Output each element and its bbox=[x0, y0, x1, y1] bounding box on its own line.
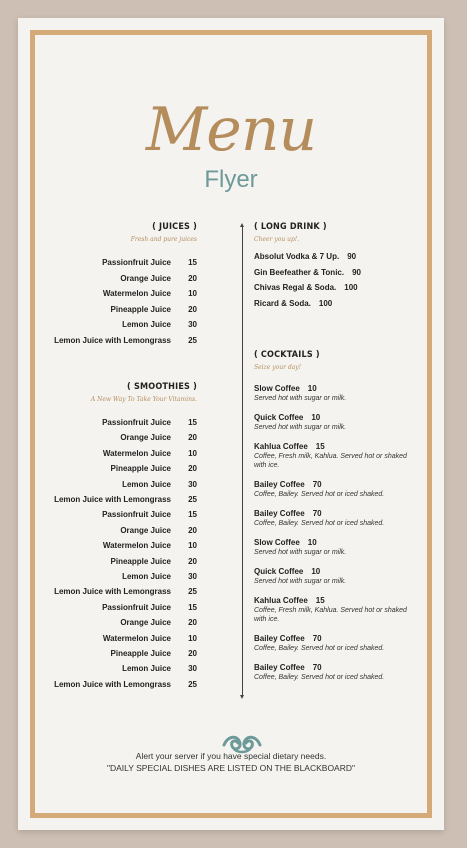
item-name: Watermelon Juice bbox=[102, 541, 171, 551]
item-name: Pineapple Juice bbox=[110, 556, 171, 566]
divider-arrow-up-icon bbox=[240, 223, 244, 227]
item-price: 10 bbox=[311, 413, 321, 422]
item-price: 20 bbox=[188, 464, 197, 474]
list-item bbox=[120, 526, 197, 535]
juices-title: ( JUICES ) bbox=[152, 222, 197, 232]
list-item bbox=[254, 567, 320, 576]
juices-subtitle: Fresh and pure juices bbox=[130, 236, 197, 243]
item-name: Passionfruit Juice bbox=[102, 510, 171, 520]
cocktails-subtitle: Seize your day! bbox=[254, 364, 302, 371]
item-price: 90 bbox=[347, 252, 357, 261]
smoothies-header bbox=[91, 382, 197, 403]
list-item bbox=[54, 680, 197, 689]
item-name: Orange Juice bbox=[120, 273, 171, 283]
item-price: 30 bbox=[188, 320, 197, 329]
list-item bbox=[254, 634, 322, 643]
item-description: Coffee, Bailey. Served hot or iced shaked. bbox=[254, 674, 385, 681]
item-price: 10 bbox=[188, 289, 197, 298]
list-item bbox=[111, 464, 197, 473]
menu-subtitle: Flyer bbox=[204, 166, 258, 193]
item-name: Lemon Juice with Lemongrass bbox=[54, 335, 171, 345]
item-price: 30 bbox=[188, 664, 197, 674]
item-name: Gin Beefeather & Tonic. bbox=[254, 267, 345, 277]
footer-blackboard-note: "DAILY SPECIAL DISHES ARE LISTED ON THE BLACKBOARD" bbox=[106, 763, 356, 773]
list-item bbox=[111, 557, 197, 566]
item-name: Lemon Juice with Lemongrass bbox=[54, 587, 171, 597]
item-price: 25 bbox=[188, 335, 197, 345]
item-price: 20 bbox=[188, 618, 197, 628]
item-name: Slow Coffee bbox=[254, 538, 300, 547]
list-item bbox=[111, 305, 197, 314]
item-price: 10 bbox=[311, 567, 321, 576]
item-price: 70 bbox=[312, 509, 322, 518]
item-name: Bailey Coffee bbox=[254, 634, 305, 643]
list-item bbox=[103, 634, 197, 643]
item-name: Absolut Vodka & 7 Up. bbox=[254, 252, 340, 261]
juices-list bbox=[0, 258, 197, 368]
item-price: 90 bbox=[352, 267, 361, 277]
item-price: 10 bbox=[188, 541, 197, 551]
item-price: 30 bbox=[188, 572, 197, 581]
smoothies-list bbox=[0, 418, 197, 708]
item-price: 70 bbox=[312, 634, 322, 643]
item-name: Slow Coffee bbox=[254, 384, 300, 393]
item-price: 100 bbox=[318, 298, 333, 308]
item-price: 100 bbox=[344, 283, 358, 292]
item-price: 70 bbox=[312, 480, 322, 489]
item-price: 30 bbox=[188, 479, 197, 489]
item-price: 10 bbox=[188, 448, 197, 458]
list-item bbox=[254, 252, 356, 261]
item-name: Bailey Coffee bbox=[254, 663, 305, 672]
list-item bbox=[122, 572, 197, 581]
item-description: Coffee, Bailey. Served hot or iced shaked. bbox=[254, 491, 385, 498]
list-item bbox=[254, 480, 322, 489]
item-price: 15 bbox=[188, 602, 197, 612]
list-item bbox=[120, 433, 197, 442]
item-name: Bailey Coffee bbox=[254, 480, 305, 489]
item-price: 15 bbox=[188, 258, 197, 267]
item-price: 20 bbox=[188, 433, 197, 443]
item-price: 70 bbox=[312, 663, 322, 672]
list-item bbox=[254, 596, 325, 605]
item-name: Quick Coffee bbox=[254, 567, 304, 576]
item-price: 15 bbox=[188, 510, 197, 520]
menu-title: Menu bbox=[145, 95, 317, 165]
item-name: Passionfruit Juice bbox=[102, 602, 171, 612]
list-item bbox=[254, 283, 358, 292]
item-name: Passionfruit Juice bbox=[102, 418, 171, 427]
smoothies-title: ( SMOOTHIES ) bbox=[127, 382, 197, 392]
list-item bbox=[102, 418, 197, 427]
item-price: 25 bbox=[188, 587, 197, 597]
list-item bbox=[122, 480, 197, 489]
column-divider bbox=[242, 226, 243, 696]
item-price: 10 bbox=[307, 538, 317, 547]
list-item bbox=[254, 663, 322, 672]
list-item bbox=[122, 320, 197, 329]
list-item bbox=[54, 336, 197, 345]
item-name: Kahlua Coffee bbox=[254, 442, 308, 451]
item-name: Lemon Juice bbox=[122, 664, 171, 674]
list-item bbox=[103, 541, 197, 550]
list-item bbox=[102, 258, 197, 267]
list-item bbox=[254, 509, 322, 518]
list-item bbox=[254, 442, 325, 451]
item-price: 10 bbox=[307, 384, 317, 393]
item-name: Orange Juice bbox=[120, 525, 171, 535]
long-drink-subtitle: Cheer you up!. bbox=[254, 236, 300, 243]
list-item bbox=[102, 510, 197, 519]
juices-header bbox=[131, 222, 197, 243]
item-name: Watermelon Juice bbox=[102, 289, 171, 298]
cocktails-header bbox=[254, 350, 320, 371]
item-price: 25 bbox=[188, 495, 197, 504]
item-price: 10 bbox=[188, 633, 197, 643]
item-description: Coffee, Bailey. Served hot or iced shaked. bbox=[254, 520, 385, 527]
item-description: Coffee, Fresh milk, Kahlua. Served hot or shaked with ice. bbox=[254, 607, 407, 623]
item-name: Lemon Juice with Lemongrass bbox=[54, 495, 171, 504]
item-name: Passionfruit Juice bbox=[102, 258, 171, 267]
list-item bbox=[254, 299, 332, 308]
item-price: 20 bbox=[188, 525, 197, 535]
long-drink-list bbox=[254, 252, 434, 322]
list-item bbox=[120, 274, 197, 283]
menu-flyer bbox=[18, 18, 444, 830]
long-drink-header bbox=[254, 222, 327, 243]
item-price: 20 bbox=[188, 304, 197, 314]
list-item bbox=[54, 587, 197, 596]
list-item bbox=[54, 495, 197, 504]
item-name: Lemon Juice bbox=[122, 479, 171, 489]
list-item bbox=[102, 603, 197, 612]
list-item bbox=[103, 449, 197, 458]
item-name: Kahlua Coffee bbox=[254, 596, 308, 605]
list-item bbox=[254, 268, 361, 277]
item-price: 20 bbox=[188, 273, 197, 283]
item-name: Bailey Coffee bbox=[254, 509, 305, 518]
footer-dietary-note: Alert your server if you have special dietary needs. bbox=[135, 751, 327, 761]
item-name: Pineapple Juice bbox=[110, 649, 171, 658]
item-price: 15 bbox=[188, 418, 197, 427]
long-drink-title: ( LONG DRINK ) bbox=[254, 222, 327, 232]
smoothies-subtitle: A New Way To Take Your Vitamins. bbox=[90, 396, 197, 403]
item-name: Lemon Juice bbox=[122, 320, 171, 329]
item-name: Watermelon Juice bbox=[102, 633, 171, 643]
item-name: Ricard & Soda. bbox=[254, 298, 311, 308]
item-price: 20 bbox=[188, 556, 197, 566]
item-name: Pineapple Juice bbox=[110, 464, 171, 474]
list-item bbox=[103, 289, 197, 298]
list-item bbox=[254, 384, 317, 393]
item-price: 15 bbox=[315, 442, 325, 451]
list-item bbox=[111, 649, 197, 658]
item-name: Quick Coffee bbox=[254, 413, 304, 422]
item-price: 25 bbox=[188, 679, 197, 689]
item-name: Lemon Juice bbox=[122, 572, 171, 581]
item-description: Served hot with sugar or milk. bbox=[254, 395, 347, 402]
item-name: Lemon Juice with Lemongrass bbox=[54, 679, 171, 689]
cocktails-list bbox=[254, 384, 434, 694]
item-price: 20 bbox=[188, 649, 197, 658]
item-name: Chivas Regal & Soda. bbox=[254, 283, 337, 292]
item-name: Orange Juice bbox=[120, 618, 171, 628]
list-item bbox=[254, 413, 320, 422]
cocktails-title: ( COCKTAILS ) bbox=[254, 350, 320, 360]
item-description: Coffee, Bailey. Served hot or iced shaked. bbox=[254, 645, 385, 652]
item-price: 15 bbox=[315, 596, 325, 605]
list-item bbox=[120, 618, 197, 627]
item-name: Pineapple Juice bbox=[110, 304, 171, 314]
divider-arrow-down-icon bbox=[240, 695, 244, 699]
item-name: Orange Juice bbox=[120, 433, 171, 443]
item-description: Served hot with sugar or milk. bbox=[254, 424, 347, 431]
item-description: Served hot with sugar or milk. bbox=[254, 549, 347, 556]
list-item bbox=[254, 538, 317, 547]
item-description: Served hot with sugar or milk. bbox=[254, 578, 347, 585]
list-item bbox=[122, 664, 197, 673]
item-name: Watermelon Juice bbox=[102, 448, 171, 458]
item-description: Coffee, Fresh milk, Kahlua. Served hot or shaked with ice. bbox=[254, 453, 407, 469]
